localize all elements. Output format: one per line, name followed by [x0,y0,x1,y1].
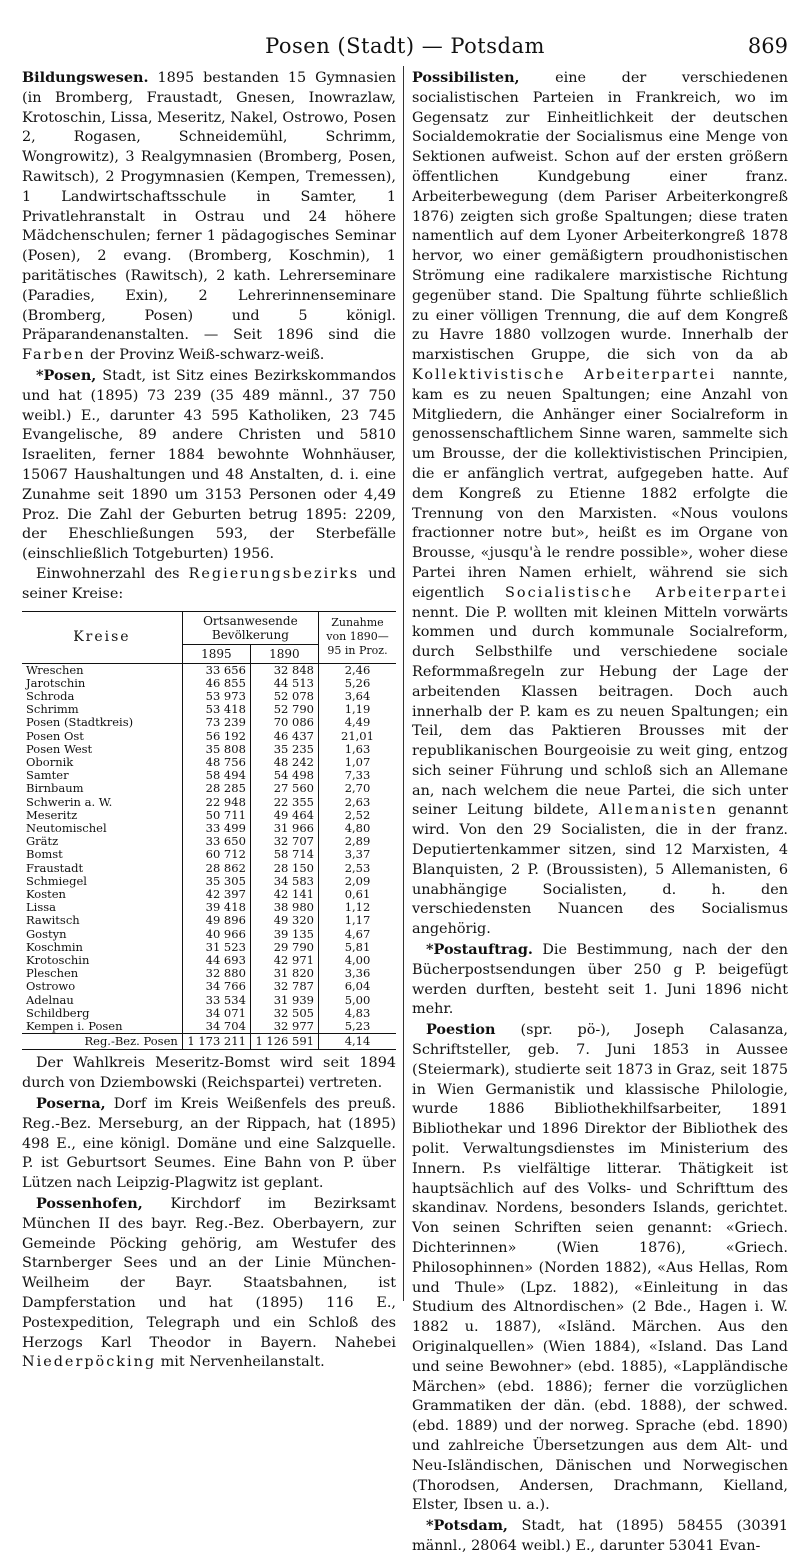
pop-1895-cell: 33 499 [182,822,250,835]
entry-text: (spr. pö-), Joseph Calasanza, Schriftsteller, geb. 7. Juni 1853 in Aussee (Steiermark), studierte seit 1873 in Graz, seit 1875 in Wien Germanistik und klassische Philologie, wurde 1886 Bibliothekhilfsarbeiter, 1891 Bibliothekar und 1896 Direktor der Bibliothek des polit. Verwaltungsdienstes im Ministerium des Innern. P.s vielfältige litterar. Thätigkeit ist hauptsächlich auf des Volks- und Schrifttum des skandinav. Nordens, besonders Islands, gerichtet. Von seinen Schriften seien genannt: «Griech. Dichterinnen» (Wien 1876), «Griech. Philosophinnen» (Norden 1882), «Aus Hellas, Rom und Thule» (Lpz. 1882), «Einleitung in das Studium des Altnordischen» (2 Bde., Hagen i. W. 1882 u. 1887), «Isländ. Märchen. Aus den Originalquellen» (Wien 1884), «Island. Das Land und seine Bewohner» (ebd. 1885), «Lappländische Märchen» (ebd. 1886); ferner die vorzüglichen Grammatiken der dän. (ebd. 1888), der schwed. (ebd. 1889) und der norweg. Sprache (ebd. 1890) und zahlreiche Übersetzungen aus dem Alt- und Neu-Isländischen, Dänischen und Norwegischen (Thorodsen, Andersen, Drachmann, Kielland, Elster, Ibsen u. a.). [412,1022,788,1514]
pop-1895-cell: 28 285 [182,782,250,795]
zunahme-cell: 2,52 [318,809,396,822]
zunahme-cell: 5,26 [318,677,396,690]
entry-headword: Possenhofen, [36,1194,143,1212]
table-row [22,980,396,993]
entry-text: eine der verschiedenen socialistischen Parteien in Frankreich, wo im Gegensatz zur Einheitlichkeit der deutschen Socialdemokratie der Socialismus eine Menge von Sektionen aufweist. Schon auf der ersten größern öffentlichen Kundgebung einer franz. Arbeiterbewegung (dem Pariser Arbeiterkongreß 1876) zeigten sich große Spaltungen; diese traten namentlich auf dem Lyoner Arbeiterkongreß 1878 hervor, wo einer gemäßigtern proudhonistischen Strömung eine radikalere marxistische Richtung gegenüber stand. Die Spaltung führte schließlich zu einer völligen Trennung, die auf dem Kongreß zu Havre 1880 vollzogen wurde. Innerhalb der marxistischen Gruppe, die sich von da ab [412,70,788,364]
left-column [22,68,396,1373]
kreis-name-cell: Kosten [26,887,66,901]
table-row [22,914,396,927]
pop-1895-cell: 50 711 [182,809,250,822]
pop-1890-cell: 32 505 [250,1007,318,1020]
entry-headword: *Posen, [36,366,97,384]
pop-1895-cell: 32 880 [182,967,250,980]
page-title: Posen (Stadt) — Potsdam [265,34,545,58]
pop-1890-cell: 48 242 [250,756,318,769]
kreis-name-cell: Koschmin [26,940,83,954]
kreis-name-cell: Schroda [26,689,75,703]
entry-headword: *Potsdam, [426,1517,508,1535]
kreis-name-cell: Posen West [26,742,93,756]
zunahme-cell: 2,63 [318,796,396,809]
entry-text: der Provinz Weiß-schwarz-weiß. [85,347,325,364]
spaced-text: Farben [22,347,86,364]
kreis-name-cell: Fraustadt [26,861,84,875]
pop-1895-cell: 35 305 [182,875,250,888]
page-number: 869 [747,34,788,58]
pop-1895-cell: 58 494 [182,769,250,782]
table-total-row [22,1034,396,1050]
pop-1890-cell: 22 355 [250,796,318,809]
table-row [22,1020,396,1034]
table-row [22,862,396,875]
kreis-name-cell: Ostrowo [26,980,76,994]
zunahme-cell: 1,12 [318,901,396,914]
kreis-name-cell: Birnbaum [26,782,84,796]
entry-possenhofen [22,1194,396,1373]
intro-text: und seiner Kreise: [22,565,396,602]
entry-wahlkreis: Der Wahlkreis Meseritz-Bomst wird seit 1894 durch von Dziembowski (Reichspartei) vertreten. [22,1055,396,1092]
pop-1895-cell: 22 948 [182,796,250,809]
table-row [22,875,396,888]
pop-1890-cell: 38 980 [250,901,318,914]
pop-1895-cell: 34 766 [182,980,250,993]
kreis-name-cell: Pleschen [26,967,79,981]
entry-text: genannt wird. Von den 29 Socialisten, die in der franz. Deputiertenkammer sitzen, sind 12 Marxisten, 4 Blanquisten, 2 P. (Broussisten), 5 Allemanisten, 6 unabhängige Socialisten, d. h. den verschiedensten Nuancen des Socialismus angehörig. [412,802,788,938]
page-header [22,34,788,68]
zunahme-cell: 6,04 [318,980,396,993]
pop-1890-cell: 42 971 [250,954,318,967]
intro-text: Einwohnerzahl des [36,565,189,582]
kreis-name-cell: Krotoschin [26,953,90,967]
header-kreise: Kreise [22,611,182,663]
column-divider [403,66,404,1301]
zunahme-cell: 0,61 [318,888,396,901]
entry-text: mit Nervenheilanstalt. [156,1354,325,1371]
entry-possibilisten [412,68,788,940]
kreis-name-cell: Schildberg [26,1006,90,1020]
table-row [22,941,396,954]
entry-bildungswesen [22,68,396,366]
table-row [22,809,396,822]
pop-1895-cell: 39 418 [182,901,250,914]
pop-1890-cell: 49 464 [250,809,318,822]
pop-1890-cell: 32 787 [250,980,318,993]
zunahme-cell: 3,36 [318,967,396,980]
table-row [22,796,396,809]
entry-text: nennt. Die P. wollten mit kleinen Mitteln vorwärts kommen und durch kommunale Socialreform, durch Selbsthilfe und verschiedene sociale Reformmaßregeln zur Hebung der Lage der arbeitenden Klassen beitragen. Doch auch innerhalb der P. kam es zu neuen Spaltungen; ein Teil, dem das Paktieren Brousses mit der republikanischen Bourgeoisie zu weit ging, entzog sich seiner Führung und schloß sich an Allemane an, nach welchem die neue Partei, die sich unter seiner Leitung bildete, [412,604,788,819]
pop-1890-cell: 34 583 [250,875,318,888]
pop-1890-cell: 31 939 [250,994,318,1007]
kreis-name-cell: Samter [26,769,69,783]
spaced-text: Regierungsbezirks [188,565,360,582]
zunahme-cell: 2,09 [318,875,396,888]
entry-poserna [22,1094,396,1194]
zunahme-cell: 2,70 [318,782,396,795]
zunahme-cell: 1,17 [318,914,396,927]
zunahme-cell: 5,00 [318,994,396,1007]
entry-headword: Poestion [426,1021,496,1039]
zunahme-cell: 4,49 [318,716,396,729]
table-row [22,677,396,690]
zunahme-cell: 1,07 [318,756,396,769]
zunahme-cell: 2,46 [318,663,396,677]
zunahme-cell: 1,63 [318,743,396,756]
table-row [22,994,396,1007]
zunahme-cell: 4,00 [318,954,396,967]
table-row [22,716,396,729]
total-cell: Reg.-Bez. Posen [22,1034,182,1050]
pop-1890-cell: 52 790 [250,703,318,716]
pop-1895-cell: 33 534 [182,994,250,1007]
pop-1895-cell: 40 966 [182,928,250,941]
header-1895: 1895 [182,644,250,663]
header-zunahme: Zunahme von 1890—95 in Proz. [318,611,396,663]
spaced-text: Allemanisten [598,802,718,819]
zunahme-cell: 21,01 [318,730,396,743]
kreis-name-cell: Schmiegel [26,874,87,888]
table-row [22,782,396,795]
table-row [22,663,396,677]
entry-text: 1895 bestanden 15 Gymnasien (in Bromberg, Fraustadt, Gnesen, Inowrazlaw, Krotoschin, Lissa, Meseritz, Nakel, Ostrowo, Posen 2, Rogasen, Schneidemühl, Schrimm, Wongrowitz), 3 Realgymnasien (Bromberg, Posen, Rawitsch), 2 Progymnasien (Kempen, Tremessen), 1 Landwirtschaftsschule in Samter, 1 Privatlehranstalt in Ostrau und 24 höhere Mädchenschulen; ferner 1 pädagogisches Seminar (Posen), 2 evang. (Bromberg, Koschmin), 1 paritätisches (Rawitsch), 2 kath. Lehrerseminare (Paradies, Exin), 2 Lehrerinnenseminare (Bromberg, Posen) und 5 königl. Präparandenanstalten. — Seit 1896 sind die [22,70,397,344]
pop-1895-cell: 33 656 [182,663,250,677]
entry-text: Stadt, ist Sitz eines Bezirkskommandos und hat (1895) 73 239 (35 489 männl., 37 750 weibl.) E., darunter 43 595 Katholiken, 23 745 Evangelische, 89 andere Christen und 5810 Israeliten, ferner 1884 bewohnte Wohnhäuser, 15067 Haushaltungen und 48 Anstalten, d. i. eine Zunahme seit 1890 um 3153 Personen oder 4,49 Proz. Die Zahl der Geburten betrug 1895: 2209, der Eheschließungen 593, der Sterbefälle (einschließlich Totgeburten) 1956. [22,367,396,563]
pop-1890-cell: 54 498 [250,769,318,782]
pop-1895-cell: 73 239 [182,716,250,729]
entry-posen [22,366,396,565]
pop-1895-cell: 53 418 [182,703,250,716]
pop-1895-cell: 49 896 [182,914,250,927]
pop-1895-cell: 34 704 [182,1020,250,1034]
pop-1895-cell: 28 862 [182,862,250,875]
pop-1895-cell: 56 192 [182,730,250,743]
kreis-name-cell: Schrimm [26,703,79,717]
pop-1895-cell: 33 650 [182,835,250,848]
zunahme-cell: 2,89 [318,835,396,848]
kreis-name-cell: Meseritz [26,808,78,822]
zunahme-cell: 4,80 [318,822,396,835]
kreis-name-cell: Bomst [26,848,63,862]
pop-1890-cell: 58 714 [250,848,318,861]
table-row [22,928,396,941]
kreis-name-cell: Rawitsch [26,914,80,928]
pop-1890-cell: 70 086 [250,716,318,729]
zunahme-cell: 3,37 [318,848,396,861]
pop-1890-cell: 27 560 [250,782,318,795]
kreis-name-cell: Posen Ost [26,729,84,743]
pop-1895-cell: 34 071 [182,1007,250,1020]
kreis-name-cell: Grätz [26,835,59,849]
pop-1890-cell: 52 078 [250,690,318,703]
pop-1890-cell: 42 141 [250,888,318,901]
pop-1895-cell: 53 973 [182,690,250,703]
kreis-name-cell: Schwerin a. W. [26,795,113,809]
zunahme-cell: 2,53 [318,862,396,875]
kreis-name-cell: Adelnau [26,993,74,1007]
pop-1895-cell: 42 397 [182,888,250,901]
entry-text: Dorf im Kreis Weißenfels des preuß. Reg.-Bez. Merseburg, an der Rippach, hat (1895) 498 E., eine königl. Domäne und eine Salzquelle. P. ist Geburtsort Seumes. Eine Bahn von P. über Lützen nach Leipzig-Plagwitz ist geplant. [22,1096,396,1192]
entry-text: nannte, kam es zu neuen Spaltungen; eine Anzahl von Mitgliedern, die Anhänger einer Socialreform in genossenschaftlichem Sinne waren, sammelte sich um Brousse, der die kollektivistischen Principien, die er anfänglich vertrat, aufgegeben hatte. Auf dem Kongreß zu Etienne 1882 erfolgte die Trennung von den Marxisten. «Nous voulons fractionner notre but», heißt es im Organe von Brousse, «jusqu'à le rendre possible», woher diese Partei ihren Namen erhielt, während sie sich eigentlich [412,366,788,601]
table-intro [22,565,396,605]
kreis-name-cell: Obornik [26,755,74,769]
pop-1890-cell: 28 150 [250,862,318,875]
table-row [22,743,396,756]
pop-1890-cell: 32 707 [250,835,318,848]
zunahme-cell: 4,67 [318,928,396,941]
pop-1890-cell: 32 848 [250,663,318,677]
pop-1890-cell: 31 820 [250,967,318,980]
kreis-name-cell: Neutomischel [26,821,107,835]
pop-1890-cell: 49 320 [250,914,318,927]
entry-text: Die Bestimmung, nach der den Bücherpostsendungen über 250 g P. beigefügt werden durften, besteht seit 1. Juni 1896 nicht mehr. [412,942,788,1018]
pop-1895-cell: 48 756 [182,756,250,769]
zunahme-cell: 4,83 [318,1007,396,1020]
pop-1895-cell: 44 693 [182,954,250,967]
entry-headword: Bildungswesen. [22,69,149,86]
total-cell: 4,14 [318,1034,396,1050]
pop-1890-cell: 35 235 [250,743,318,756]
pop-1895-cell: 31 523 [182,941,250,954]
total-cell: 1 126 591 [250,1034,318,1050]
spaced-text: Kollektivistische Arbeiterpartei [412,366,717,383]
zunahme-cell: 3,64 [318,690,396,703]
pop-1890-cell: 39 135 [250,928,318,941]
spaced-text: Socialistische Arbeiterpartei [505,584,788,601]
zunahme-cell: 1,19 [318,703,396,716]
right-column [412,68,788,1557]
pop-1895-cell: 35 808 [182,743,250,756]
table-row [22,730,396,743]
entry-poestion [412,1020,788,1516]
kreis-name-cell: Lissa [26,901,56,915]
pop-1890-cell: 46 437 [250,730,318,743]
kreis-name-cell: Gostyn [26,927,67,941]
header-group: Ortsanwesende Bevölkerung [182,611,318,644]
entry-potsdam [412,1516,788,1557]
entry-postauftrag [412,940,788,1020]
table-body [22,663,396,1050]
zunahme-cell: 7,33 [318,769,396,782]
pop-1890-cell: 32 977 [250,1020,318,1034]
entry-text: Stadt, hat (1895) 58455 (30391 männl., 28064 weibl.) E., darunter 53041 Evan- [412,1518,788,1554]
pop-1890-cell: 44 513 [250,677,318,690]
kreis-name-cell: Wreschen [26,663,84,677]
pop-1895-cell: 60 712 [182,848,250,861]
header-1890: 1890 [250,644,318,663]
total-cell: 1 173 211 [182,1034,250,1050]
entry-headword: Possibilisten, [412,69,520,86]
zunahme-cell: 5,81 [318,941,396,954]
spaced-text: Niederpöcking [22,1354,157,1371]
entry-text: Kirchdorf im Bezirksamt München II des bayr. Reg.-Bez. Oberbayern, zur Gemeinde Pöcking gehörig, am Westufer des Starnberger Sees und an der Linie München-Weilheim der Bayr. Staatsbahnen, ist Dampferstation und hat (1895) 116 E., Postexpedition, Telegraph und ein Schloß des Herzogs Karl Theodor in Bayern. Nahebei [22,1195,396,1351]
pop-1895-cell: 46 855 [182,677,250,690]
zunahme-cell: 5,23 [318,1020,396,1034]
kreis-name-cell: Kempen i. Posen [26,1020,123,1033]
pop-1890-cell: 29 790 [250,941,318,954]
entry-headword: Poserna, [36,1095,106,1112]
entry-headword: *Postauftrag. [426,941,533,959]
kreis-name-cell: Jarotschin [26,676,86,690]
pop-1890-cell: 31 966 [250,822,318,835]
table-row [22,848,396,861]
kreis-name-cell: Posen (Stadtkreis) [26,716,134,730]
population-table [22,611,396,1051]
